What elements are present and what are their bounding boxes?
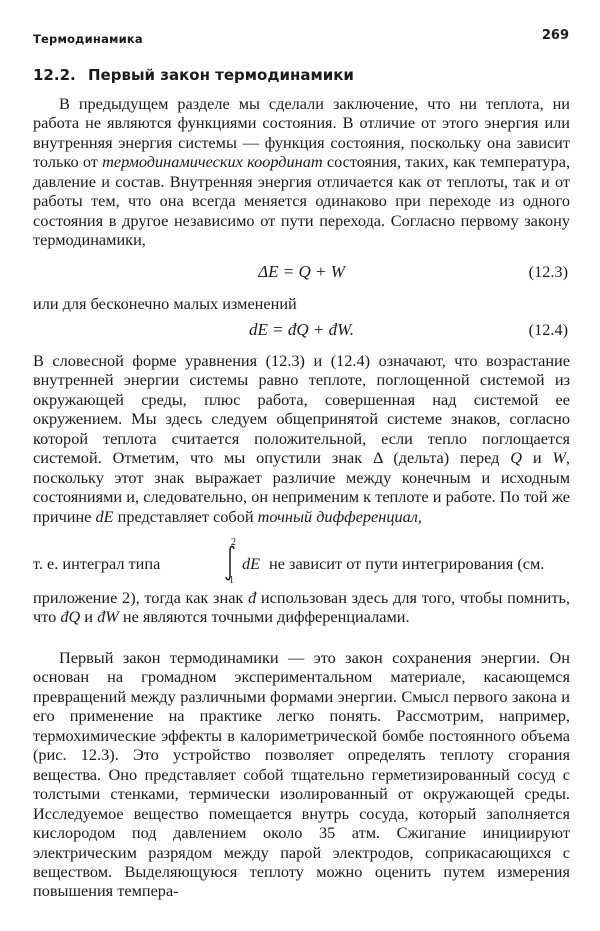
equation-12-3-formula: ΔE = Q + W [258,262,345,281]
section-title: Первый закон термодинамики [88,66,354,84]
symbol-de: dE [95,506,114,526]
paragraph-2-text-b: , поскольку этот знак выражает различие между конечным и исходным состояниями и, следовательно, он неприменим к теплоте и работе. По той же причине [33,448,570,526]
equation-12-3-number: (12.3) [528,262,568,281]
paragraph-4-text: Первый закон термодинамики — это закон сохранения энергии. Он основан на громадном экспериментальном материале, касающемся превращений между различными формами энергии. Смысл первого закона и его применение на практике легко понять. Рассмотрим, например, термохимические эффекты в калориметрической бомбе постоянного объема (рис. 12.3). Это устройство позволяет определять теплоту сгорания вещества. Оно представляет собой тщательно герметизированный сосуд с толстыми стенками, термически изолированный от окружающей среды. Исследуемое вещество помещается внутрь сосуда, который заполняется кислородом под давлением около 35 атм. Сжигание инициируют электрическим разрядом между парой электродов, соприкасающихся с веществом. Выделяющуюся теплоту можно оценить путем измерения повышения темпера- [33,648,570,901]
symbol-dw: đW [97,607,119,627]
paragraph-1-text-b: состояния, таких, как температура, давление и состав. Внутренняя энергия отличается как от теплоты, так и от работы тем, что она всегда меняется одинаково при переходе из одного состояния в другое независимо от пути перехода. Согласно первому закону термодинамики, [33,152,571,250]
integral-integrand: dE [242,554,261,573]
integral-prefix: т. е. интеграл типа [33,554,161,573]
paragraph-2-and: и [521,448,553,468]
paragraph-1-text-a: В предыдущем разделе мы сделали заключение, что ни теплота, ни работа не являются функциями состояния. В отличие от этого энергия или внутренняя энергия системы — функция состояния, поскольку она зависит только от [33,94,570,172]
paragraph-3-text-b: использован здесь для того, чтобы помнить, что [33,588,570,627]
paragraph-3-and: и [80,607,98,627]
paragraph-1-italic: термодинамических координат [102,152,323,172]
between-equations-text [33,294,570,313]
paragraph-2-italic: точный дифференциал, [257,506,422,526]
equation-12-4 [33,320,570,344]
paragraph-2-text-c: представляет собой [113,506,258,526]
symbol-q: Q [510,448,522,468]
page-number: 269 [541,28,569,43]
integral-suffix: не зависит от пути интегрирования (см. [269,554,545,573]
equation-12-4-number: (12.4) [528,320,568,339]
equation-12-3 [33,262,570,286]
integral-line [33,537,570,587]
symbol-w: W [552,448,566,468]
paragraph-2-text-a: В словесной форме уравнения (12.3) и (12.4) означают, что возрастание внутренней энергии системы равно теплоте, поглощенной системой из окружающей среды, плюс работа, совершенная над системой ее окружением. Мы здесь следуем общепринятой системе знаков, согласно которой теплота считается положительной, если тепло поглощается системой. Отметим, что мы опустили знак Δ (дельта) перед [33,351,570,468]
running-header [33,28,573,50]
section-number: 12.2. [33,66,76,84]
integral-lower-limit: 1 [229,575,234,586]
paragraph-3-text-a: приложение 2), тогда как знак [33,588,249,607]
section-heading [33,66,354,84]
symbol-dq: đQ [60,607,81,627]
between-equations-line: или для бесконечно малых изменений [33,294,297,313]
paragraph-1 [33,94,570,250]
running-header-title: Термодинамика [33,32,143,46]
symbol-d-bar: đ [248,588,257,607]
paragraph-2 [33,351,570,526]
equation-12-4-formula: dE = đQ + đW. [249,320,354,339]
paragraph-4 [33,648,570,901]
paragraph-3 [33,588,570,627]
paragraph-3-text-c: не являются точными дифференциалами. [118,607,410,627]
integral-upper-limit: 2 [231,537,236,548]
